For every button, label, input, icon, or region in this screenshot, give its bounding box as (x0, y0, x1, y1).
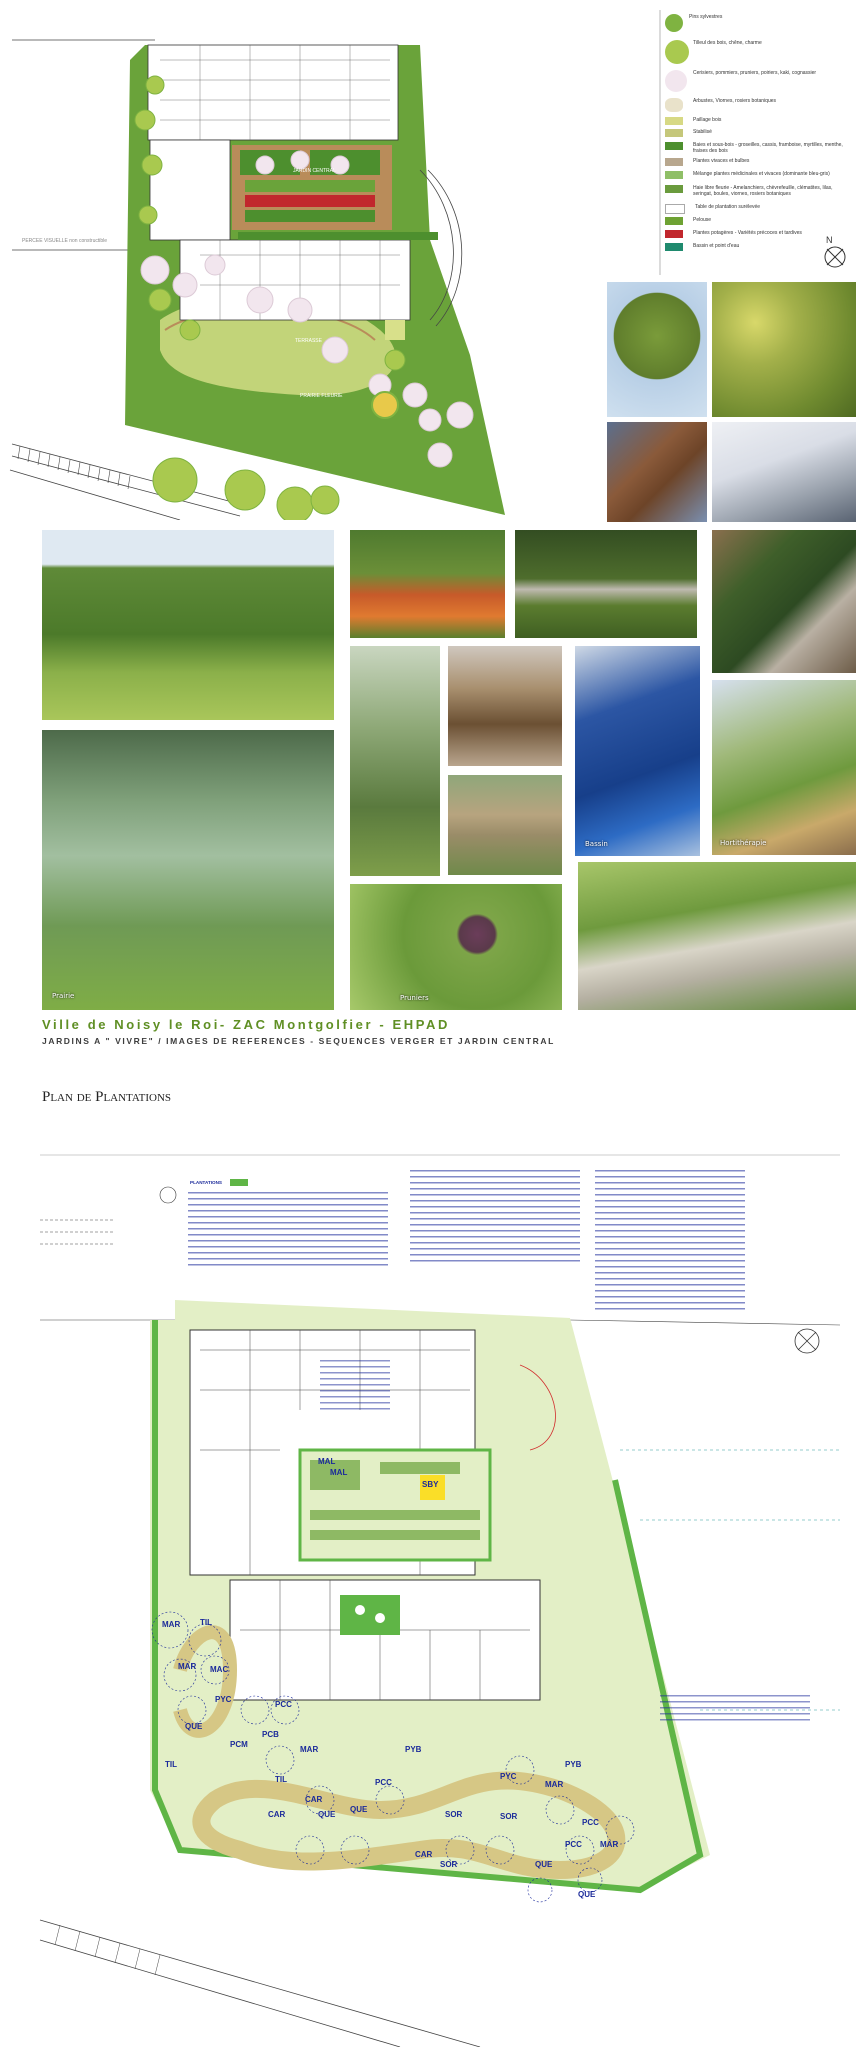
plant-code: QUE (185, 1722, 203, 1731)
species-list-left (188, 1192, 388, 1270)
plant-code: PCB (262, 1730, 279, 1739)
photo-tilleul-flowers (712, 282, 856, 417)
legend-item: Plantes vivaces et bulbes (665, 158, 749, 166)
plantations-heading: PLANTATIONS (190, 1180, 222, 1185)
project-title: Ville de Noisy le Roi- ZAC Montgolfier - EHPAD (42, 1017, 451, 1032)
photo-wheelchair (712, 530, 856, 673)
section-title: Plan de Plantations (42, 1089, 172, 1105)
project-subtitle: JARDINS A " VIVRE" / IMAGES DE REFERENCES - SEQUENCES VERGER ET JARDIN CENTRAL (42, 1036, 555, 1046)
plant-code: SOR (445, 1810, 463, 1819)
swatch-icon (665, 204, 685, 214)
tree-icon (665, 14, 683, 32)
plan-label-terrasse: TERRASSE (295, 338, 322, 344)
swatch-icon (665, 243, 683, 251)
legend-item: Mélange plantes médicinales et vivaces (dominante bleu-gris) (665, 171, 843, 179)
plant-code: QUE (578, 1890, 596, 1899)
plant-code: MAC (210, 1665, 229, 1674)
species-note-inner (320, 1360, 390, 1410)
photo-prunes (350, 884, 562, 1010)
plant-code: SOR (500, 1812, 518, 1821)
blossom-icon (665, 70, 687, 92)
plant-code: MAR (162, 1620, 181, 1629)
plant-code: QUE (535, 1860, 553, 1869)
plant-code: PCC (565, 1840, 582, 1849)
legend-item: Pelouse (665, 217, 711, 225)
photo-prairie (42, 730, 334, 1010)
swatch-icon (665, 171, 683, 179)
photo-orchard (42, 530, 334, 720)
swatch-icon (665, 129, 683, 137)
photo-path-garden (578, 862, 856, 1010)
plant-code: SOR (440, 1860, 458, 1869)
legend-item: Arbustes, Viornes, rosiers botaniques (665, 98, 776, 112)
side-note: PERCEE VISUELLE non constructible (22, 238, 108, 244)
plan-label-prairie: PRAIRIE FLEURIE (300, 393, 343, 399)
species-note-right (660, 1695, 810, 1723)
swatch-icon (665, 217, 683, 225)
plant-code: PYB (405, 1745, 422, 1754)
plant-code: PYB (565, 1760, 582, 1769)
swatch-icon (665, 117, 683, 125)
plant-code: TIL (200, 1618, 212, 1627)
plant-code: CAR (305, 1795, 323, 1804)
plant-code: SBY (422, 1480, 439, 1489)
species-list-right (595, 1170, 745, 1310)
photo-blossom (712, 422, 856, 522)
legend-item: Cerisiers, pommiers, pruniers, poiriers, kaki, cognassier (665, 70, 816, 92)
photo-pine-trunk (607, 422, 707, 522)
plant-code: TIL (165, 1760, 177, 1769)
legend-item: Plantes potagères - Variétés précoces et tardives (665, 230, 802, 238)
plant-code: MAR (178, 1662, 197, 1671)
plant-code: PYC (500, 1772, 517, 1781)
legend-item: Tilleul des bois, chêne, charme (665, 40, 762, 64)
plant-code: MAR (300, 1745, 319, 1754)
swatch-icon (665, 230, 683, 238)
legend (665, 14, 855, 259)
plant-code: PCM (230, 1740, 248, 1749)
plant-code: MAR (600, 1840, 619, 1849)
plant-code: MAR (545, 1780, 564, 1789)
caption-bassin: Bassin (585, 840, 608, 848)
photo-tilleul (607, 282, 707, 417)
plant-code: PCC (582, 1818, 599, 1827)
legend-item: Paillage bois (665, 117, 721, 125)
legend-item: Baies et sous-bois - groseilles, cassis, framboise, myrtilles, menthe, fraises des bois (665, 142, 843, 154)
species-list-mid (410, 1170, 580, 1262)
photo-bassin (575, 646, 700, 856)
caption-pruniers: Pruniers (400, 994, 429, 1002)
photo-sheep (515, 530, 697, 638)
legend-item: Bassin et point d'eau (665, 243, 739, 251)
swatch-icon (665, 142, 683, 150)
plant-code: CAR (415, 1850, 433, 1859)
plant-code: MAL (318, 1457, 336, 1466)
photo-poppies (350, 530, 505, 638)
legend-item: Stabilisé (665, 129, 712, 137)
plant-code: QUE (350, 1805, 368, 1814)
swatch-icon (665, 158, 683, 166)
legend-item: Table de plantation surélevée (665, 204, 760, 214)
plant-code: MAL (330, 1468, 348, 1477)
plant-code: QUE (318, 1810, 336, 1819)
plant-code: TIL (275, 1775, 287, 1784)
caption-hortitherapie: Hortithérapie (720, 839, 767, 847)
plant-code: CAR (268, 1810, 286, 1819)
north-arrow-icon (820, 235, 850, 271)
svg-text:N: N (826, 235, 833, 245)
tree-icon (665, 40, 689, 64)
legend-item: Pins sylvestres (665, 14, 722, 32)
photo-blossom-alley (350, 646, 440, 876)
plant-code: PCC (375, 1778, 392, 1787)
planting-plan (0, 1150, 866, 2047)
caption-prairie: Prairie (52, 992, 75, 1000)
shrub-icon (665, 98, 683, 112)
photo-woodshed (448, 646, 562, 766)
legend-item: Haie libre fleurie - Amelanchiers, chèvrefeuille, clématites, lilas, seringat, boules, viornes, rosiers botaniques (665, 185, 843, 197)
photo-hortitherapie (712, 680, 856, 855)
plant-code: PCC (275, 1700, 292, 1709)
photo-grasses (448, 775, 562, 875)
plant-code: PYC (215, 1695, 232, 1704)
swatch-icon (665, 185, 683, 193)
plan-label-jardin: JARDIN CENTRAL (293, 168, 336, 174)
